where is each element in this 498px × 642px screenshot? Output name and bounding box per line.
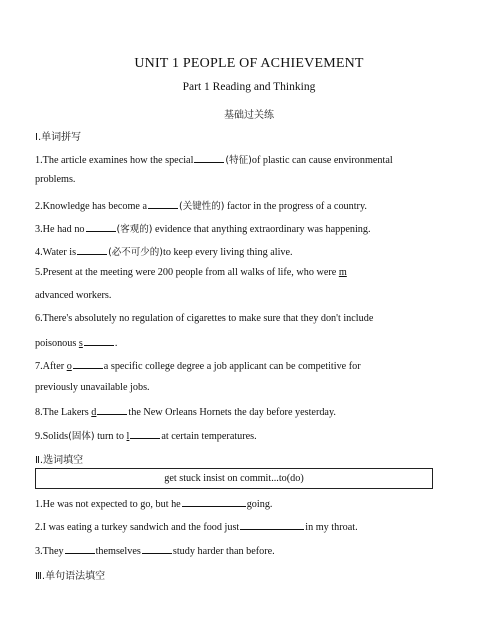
answer-blank[interactable] <box>148 199 178 209</box>
answer-blank[interactable] <box>194 153 224 163</box>
answer-blank[interactable] <box>240 520 304 530</box>
q8-text-c: the New Orleans Hornets the day before yesterday. <box>128 407 336 418</box>
unit-title: UNIT 1 PEOPLE OF ACHIEVEMENT <box>134 56 364 71</box>
q1-text-a: 1.The article examines how the special <box>35 155 194 166</box>
q4-hint: (必不可少的) <box>108 247 163 258</box>
part-title: Part 1 Reading and Thinking <box>182 81 316 93</box>
q5-initial: m <box>338 267 347 278</box>
q9-initial: l <box>126 431 130 442</box>
q6-text-b: poisonous <box>35 338 79 349</box>
part2-question-1 <box>35 497 465 510</box>
q3-text-c: evidence that anything extraordinary was happening. <box>152 224 371 235</box>
answer-blank[interactable] <box>182 497 246 507</box>
answer-blank[interactable] <box>142 544 172 554</box>
question-4 <box>35 244 465 258</box>
p2q3-text-b: themselves <box>95 546 141 557</box>
q9-hint: (固体) <box>68 431 95 442</box>
answer-blank[interactable] <box>65 544 95 554</box>
q4-text-c: to keep every living thing alive. <box>162 247 293 258</box>
question-7 <box>35 359 465 372</box>
answer-blank[interactable] <box>73 359 103 369</box>
part2-heading: Ⅱ.选词填空 <box>35 455 84 466</box>
q6-initial: s <box>78 338 83 349</box>
part3-heading: Ⅲ.单句语法填空 <box>35 571 106 582</box>
q4-text-a: 4.Water is <box>35 247 77 258</box>
word-box: get stuck insist on commit...to(do) <box>35 468 433 489</box>
question-6: 6.There's absolutely no regulation of cigarettes to make sure that they don't include <box>35 313 374 324</box>
q5-text-a: 5.Present at the meeting were 200 people from all walks of life, who were <box>35 267 339 278</box>
p2q3-text-a: 3.They <box>35 546 64 557</box>
question-2 <box>35 198 465 212</box>
p2q2-text-a: 2.I was eating a turkey sandwich and the food just <box>35 522 240 533</box>
question-5-cont: advanced workers. <box>35 290 112 301</box>
answer-blank[interactable] <box>86 222 116 232</box>
question-8 <box>35 405 465 418</box>
section-heading: 基础过关练 <box>224 110 274 121</box>
q1-hint: (特征) <box>225 155 252 166</box>
question-9 <box>35 428 465 442</box>
question-6-cont <box>35 336 465 349</box>
part2-question-3 <box>35 544 465 557</box>
question-7-cont: previously unavailable jobs. <box>35 382 150 393</box>
q3-text-a: 3.He had no <box>35 224 85 235</box>
question-5 <box>35 267 465 278</box>
q8-initial: d <box>91 407 97 418</box>
q8-text-a: 8.The Lakers <box>35 407 92 418</box>
q7-text-c: a specific college degree a job applicant can be competitive for <box>103 361 361 372</box>
q9-text-c: turn to <box>94 431 127 442</box>
q9-text-a: 9.Solids <box>35 431 69 442</box>
q1-text-c: of plastic can cause environmental <box>251 155 393 166</box>
question-3 <box>35 221 465 235</box>
part2-question-2 <box>35 520 465 533</box>
q2-text-a: 2.Knowledge has become a <box>35 201 148 212</box>
q9-text-e: at certain temperatures. <box>161 431 257 442</box>
p2q2-text-b: in my throat. <box>305 522 358 533</box>
answer-blank[interactable] <box>77 245 107 255</box>
q3-hint: (客观的) <box>116 224 153 235</box>
q6-text-d: . <box>114 338 118 349</box>
q2-hint: (关键性的) <box>179 201 225 212</box>
q2-text-c: factor in the progress of a country. <box>224 201 367 212</box>
p2q3-text-c: study harder than before. <box>172 546 275 557</box>
p2q1-text-b: going. <box>246 499 273 510</box>
q7-initial: o <box>66 361 72 372</box>
q7-text-a: 7.After <box>35 361 67 372</box>
answer-blank[interactable] <box>130 429 160 439</box>
part1-heading: Ⅰ.单词拼写 <box>35 132 82 143</box>
question-1 <box>35 152 465 166</box>
p2q1-text-a: 1.He was not expected to go, but he <box>35 499 181 510</box>
answer-blank[interactable] <box>84 336 114 346</box>
answer-blank[interactable] <box>97 405 127 415</box>
question-1-cont: problems. <box>35 174 76 185</box>
